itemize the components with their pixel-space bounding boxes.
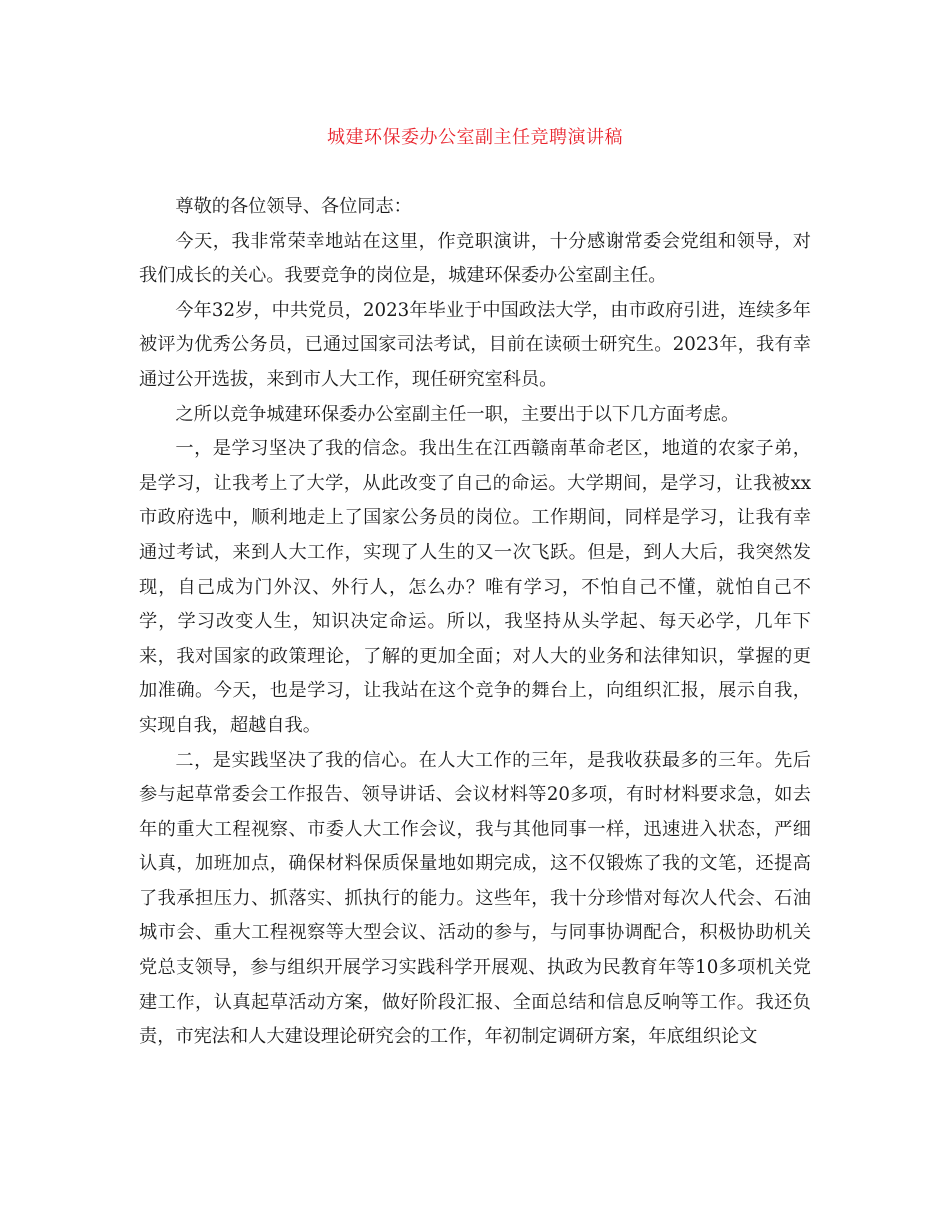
paragraph-opening: 今天，我非常荣幸地站在这里，作竞职演讲，十分感谢常委会党组和领导，对我们成长的关心。我要竞争的岗位是，城建环保委办公室副主任。: [139, 230, 811, 287]
document-title: 城建环保委办公室副主任竞聘演讲稿: [327, 127, 623, 148]
paragraph-salutation: 尊敬的各位领导、各位同志：: [175, 196, 412, 217]
paragraph-reason-one: 一，是学习坚决了我的信念。我出生在江西赣南革命老区，地道的农家子弟，是学习，让我考上了大学，从此改变了自己的命运。大学期间，是学习，让我被xx市政府选中，顺利地走上了国家公务员的岗位。工作期间，同样是学习，让我有幸通过考试，来到人大工作，实现了人生的又一次飞跃。但是，到人大后，我突然发现，自己成为门外汉、外行人，怎么办？唯有学习，不怕自己不懂，就怕自己不学，学习改变人生，知识决定命运。所以，我坚持从头学起、每天必学，几年下来，我对国家的政策理论，了解的更加全面；对人大的业务和法律知识，掌握的更加准确。今天，也是学习，让我站在这个竞争的舞台上，向组织汇报，展示自我，实现自我，超越自我。: [139, 438, 811, 736]
paragraph-reason-two: 二，是实践坚决了我的信心。在人大工作的三年，是我收获最多的三年。先后参与起草常委会工作报告、领导讲话、会议材料等20多项，有时材料要求急，如去年的重大工程视察、市委人大工作会议，我与其他同事一样，迅速进入状态，严细认真，加班加点，确保材料保质保量地如期完成，这不仅锻炼了我的文笔，还提高了我承担压力、抓落实、抓执行的能力。这些年，我十分珍惜对每次人代会、石油城市会、重大工程视察等大型会议、活动的参与，与同事协调配合，积极协助机关党总支领导，参与组织开展学习实践科学开展观、执政为民教育年等10多项机关党建工作，认真起草活动方案，做好阶段汇报、全面总结和信息反响等工作。我还负责，市宪法和人大建设理论研究会的工作，年初制定调研方案，年底组织论文: [139, 749, 811, 1048]
document-body: [139, 190, 811, 1055]
paragraph-reasons-intro: 之所以竞争城建环保委办公室副主任一职，主要出于以下几方面考虑。: [175, 403, 740, 425]
paragraph-background: 今年32岁，中共党员，2023年毕业于中国政法大学，由市政府引进，连续多年被评为优秀公务员，已通过国家司法考试，目前在读硕士研究生。2023年，我有幸通过公开选拔，来到市人大工作，现任研究室科员。: [139, 299, 811, 390]
